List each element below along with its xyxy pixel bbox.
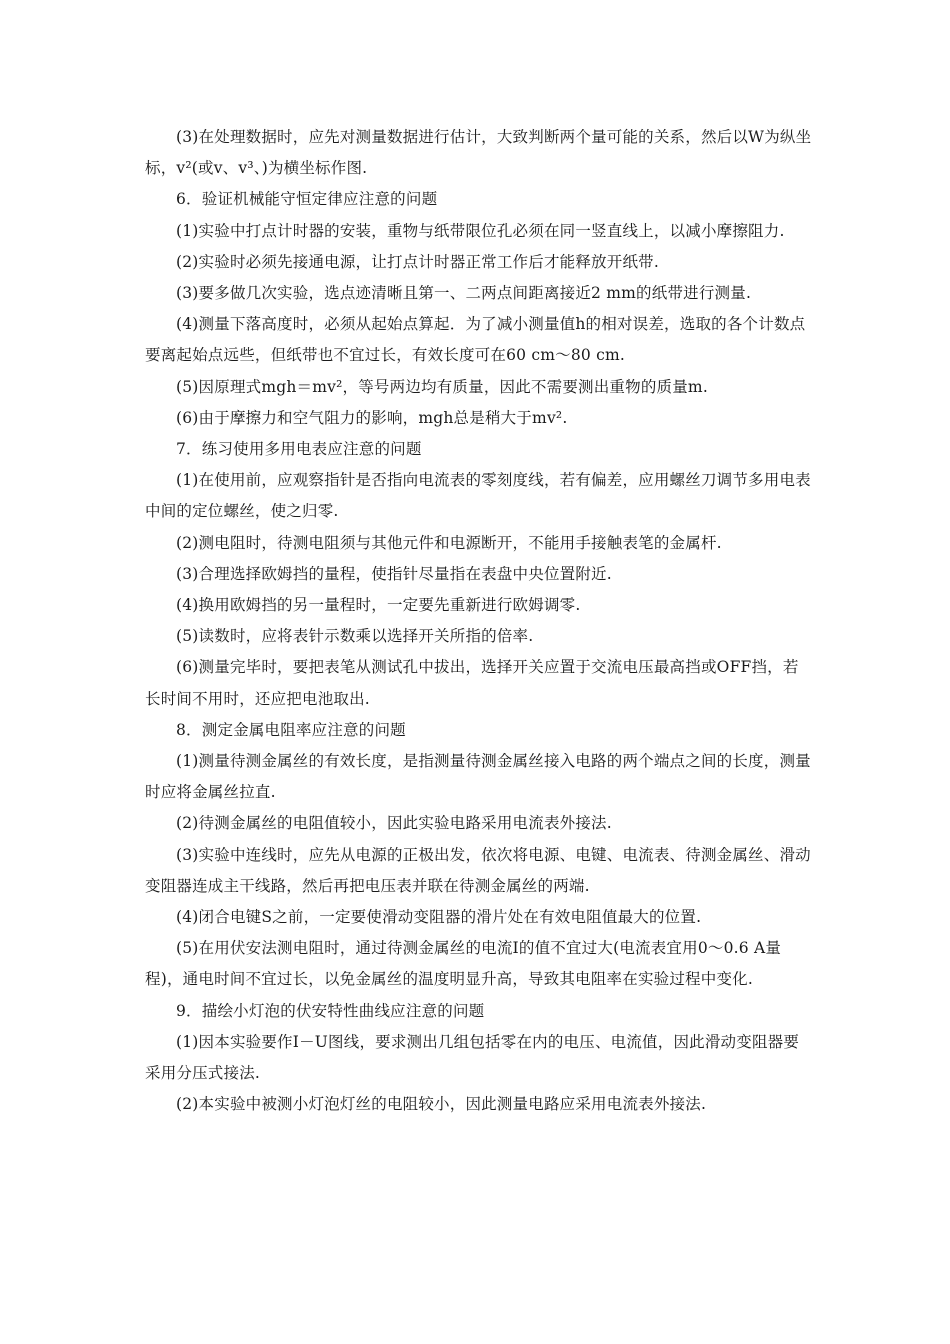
- paragraph-9-1: (1)因本实验要作I－U图线，要求测出几组包括零在内的电压、电流值，因此滑动变阻器要采用分压式接法.: [145, 1032, 800, 1083]
- document-body: [145, 122, 813, 1121]
- paragraph-6-3: (3)要多做几次实验，选点迹清晰且第一、二两点间距离接近2 mm的纸带进行测量.: [176, 284, 752, 303]
- paragraph-7-1: (1)在使用前，应观察指针是否指向电流表的零刻度线，若有偏差，应用螺丝刀调节多用电表中间的定位螺丝，使之归零.: [145, 471, 811, 521]
- paragraph-8-5: (5)在用伏安法测电阻时，通过待测金属丝的电流I的值不宜过大(电流表宜用0～0.6 A量程)，通电时间不宜过长，以免金属丝的温度明显升高，导致其电阻率在实验过程中变化.: [145, 939, 782, 989]
- paragraph-6-6: (6)由于摩擦力和空气阻力的影响，mgh总是稍大于mv².: [176, 408, 568, 427]
- paragraph-9-2: (2)本实验中被测小灯泡灯丝的电阻较小，因此测量电路应采用电流表外接法.: [176, 1095, 707, 1114]
- paragraph-8-2: (2)待测金属丝的电阻值较小，因此实验电路采用电流表外接法.: [176, 814, 612, 833]
- paragraph-6-1: (1)实验中打点计时器的安装，重物与纸带限位孔必须在同一竖直线上，以减小摩擦阻力.: [176, 221, 785, 240]
- paragraph-6-5: (5)因原理式mgh＝mv²，等号两边均有质量，因此不需要测出重物的质量m.: [176, 377, 708, 396]
- paragraph-8-3: (3)实验中连线时，应先从电源的正极出发，依次将电源、电键、电流表、待测金属丝、滑动变阻器连成主干线路，然后再把电压表并联在待测金属丝的两端.: [145, 845, 811, 895]
- paragraph-7-5: (5)读数时，应将表针示数乘以选择开关所指的倍率.: [176, 627, 534, 646]
- paragraph-5-3: (3)在处理数据时，应先对测量数据进行估计，大致判断两个量可能的关系，然后以W为纵坐标，v²(或v、v³、)为横坐标作图.: [145, 128, 812, 178]
- paragraph-7-6: (6)测量完毕时，要把表笔从测试孔中拔出，选择开关应置于交流电压最高挡或OFF挡，若长时间不用时，还应把电池取出.: [145, 658, 799, 708]
- paragraph-7-4: (4)换用欧姆挡的另一量程时，一定要先重新进行欧姆调零.: [176, 596, 581, 615]
- section-heading-7: 7．练习使用多用电表应注意的问题: [176, 440, 422, 459]
- section-heading-6: 6．验证机械能守恒定律应注意的问题: [176, 190, 438, 209]
- section-heading-8: 8．测定金属电阻率应注意的问题: [176, 720, 406, 739]
- section-heading-9: 9．描绘小灯泡的伏安特性曲线应注意的问题: [176, 1001, 485, 1020]
- paragraph-7-3: (3)合理选择欧姆挡的量程，使指针尽量指在表盘中央位置附近.: [176, 564, 612, 583]
- paragraph-8-1: (1)测量待测金属丝的有效长度，是指测量待测金属丝接入电路的两个端点之间的长度，测量时应将金属丝拉直.: [145, 752, 811, 802]
- paragraph-6-2: (2)实验时必须先接通电源，让打点计时器正常工作后才能释放开纸带.: [176, 252, 659, 271]
- paragraph-8-4: (4)闭合电键S之前，一定要使滑动变阻器的滑片处在有效电阻值最大的位置.: [176, 908, 702, 927]
- paragraph-7-2: (2)测电阻时，待测电阻须与其他元件和电源断开，不能用手接触表笔的金属杆.: [176, 533, 722, 552]
- paragraph-6-4: (4)测量下落高度时，必须从起始点算起．为了减小测量值h的相对误差，选取的各个计数点要离起始点远些，但纸带也不宜过长，有效长度可在60 cm～80 cm.: [145, 315, 806, 365]
